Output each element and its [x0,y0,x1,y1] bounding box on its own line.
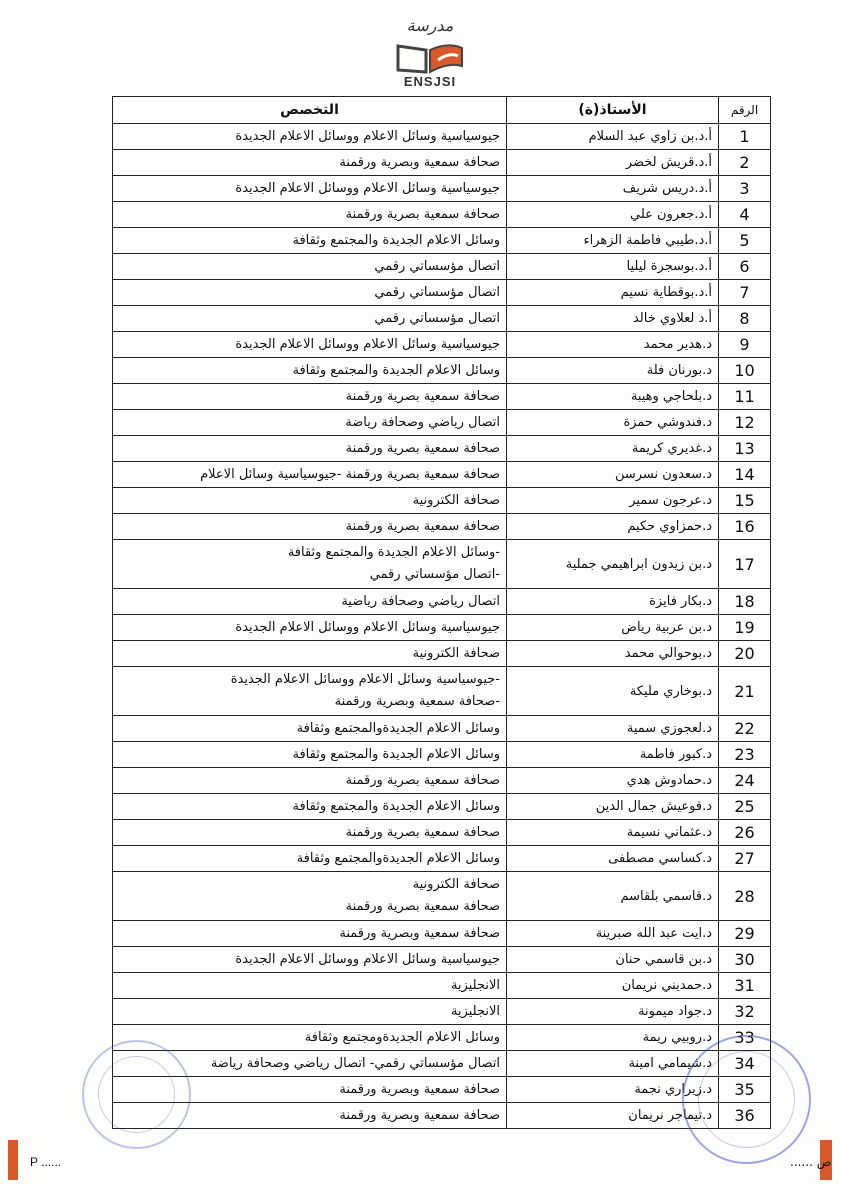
specialty-text: اتصال مؤسساتي رقمي [374,258,500,274]
teacher-name: د.كبور فاطمة [507,742,719,768]
teacher-name: د.عثماني نسيمة [507,820,719,846]
specialty-text: صحافة سمعية وبصرية ورقمنة [339,1081,500,1097]
specialty-text: اتصال مؤسساتي رقمي- اتصال رياضي وصحافة رياضة [210,1055,500,1071]
footer-page-left: P ...... [30,1155,62,1169]
table-row [113,202,771,228]
teacher-name: أ.د.قريش لخضر [507,150,719,176]
row-number: 7 [719,280,771,306]
official-stamp-right [682,1035,811,1164]
teacher-name: د.بن زيدون ابراهيمي جملية [507,540,719,589]
specialty-text: صحافة سمعية وبصرية ورقمنة [339,154,500,170]
specialty-text: وسائل الاعلام الجديدة والمجتمع وثقافة [292,746,500,762]
logo-code: ENSJSI [403,74,457,89]
specialty-text: الانجليزية [450,1003,500,1019]
specialty-cell [113,358,507,384]
row-number: 28 [719,872,771,921]
table-row [113,410,771,436]
specialty-text: صحافة سمعية وبصرية ورقمنة [339,1107,500,1123]
row-number: 36 [719,1103,771,1129]
teacher-name: د.بوخاري مليكة [507,667,719,716]
specialty-cell [113,1025,507,1051]
row-number: 14 [719,462,771,488]
specialty-cell [113,436,507,462]
specialty-text: وسائل الاعلام الجديدة والمجتمع وثقافة [292,232,500,248]
table-row [113,228,771,254]
teacher-name: د.بن عربية رياض [507,615,719,641]
specialty-text: اتصال رياضي وصحافة رياضة [345,414,500,430]
row-number: 31 [719,973,771,999]
teacher-name: د.بورنان فلة [507,358,719,384]
logo-script: مدرسة [406,16,454,35]
specialty-text: وسائل الاعلام الجديدة والمجتمع وثقافة [292,798,500,814]
teacher-name: د.جواد ميمونة [507,999,719,1025]
row-number: 26 [719,820,771,846]
teacher-name: أ.د.بوقطاية نسيم [507,280,719,306]
row-number: 30 [719,947,771,973]
specialty-cell [113,667,507,716]
row-number: 32 [719,999,771,1025]
specialty-cell [113,921,507,947]
row-number: 16 [719,514,771,540]
specialty-text: صحافة سمعية بصرية ورقمنة [345,518,500,534]
row-number: 8 [719,306,771,332]
table-row [113,589,771,615]
specialty-cell [113,846,507,872]
specialty-text: اتصال مؤسساتي رقمي [374,284,500,300]
staff-table [112,96,771,1129]
specialty-cell [113,514,507,540]
table-row [113,150,771,176]
teacher-name: د.قاسمي بلقاسم [507,872,719,921]
table-row [113,947,771,973]
row-number: 24 [719,768,771,794]
table-row [113,716,771,742]
table-row [113,641,771,667]
table-row [113,615,771,641]
header-specialty: التخصص [113,97,507,124]
specialty-text: صحافة الكترونية [412,877,500,892]
table-row [113,667,771,716]
row-number: 29 [719,921,771,947]
specialty-cell [113,615,507,641]
teacher-name: د.كساسي مصطفى [507,846,719,872]
row-number: 10 [719,358,771,384]
table-row [113,436,771,462]
specialty-text: -جيوسياسية وسائل الاعلام ووسائل الاعلام الجديدة [230,672,500,687]
table-row [113,358,771,384]
footer-page-right: ص ...... [790,1155,832,1169]
table-row [113,306,771,332]
table-row [113,872,771,921]
row-number: 6 [719,254,771,280]
row-number: 33 [719,1025,771,1051]
row-number: 19 [719,615,771,641]
row-number: 27 [719,846,771,872]
table-row [113,1103,771,1129]
page-edge-mark-left [8,1140,18,1180]
specialty-text: وسائل الاعلام الجديدةوالمجتمع وثقافة [296,720,500,736]
specialty-cell [113,820,507,846]
specialty-cell [113,462,507,488]
table-row [113,462,771,488]
table-row [113,768,771,794]
table-row [113,973,771,999]
teacher-name: أ.د.دريس شريف [507,176,719,202]
row-number: 3 [719,176,771,202]
specialty-cell [113,947,507,973]
row-number: 17 [719,540,771,589]
table-row [113,332,771,358]
row-number: 4 [719,202,771,228]
specialty-text: صحافة الكترونية [412,492,500,508]
teacher-name: أ.د لعلاوي خالد [507,306,719,332]
specialty-cell [113,488,507,514]
specialty-cell [113,540,507,589]
specialty-cell [113,124,507,150]
teacher-name: د.حمادوش هدي [507,768,719,794]
specialty-text: جيوسياسية وسائل الاعلام ووسائل الاعلام الجديدة [235,180,500,196]
row-number: 9 [719,332,771,358]
specialty-cell [113,794,507,820]
table-row [113,1077,771,1103]
specialty-cell [113,742,507,768]
row-number: 22 [719,716,771,742]
specialty-cell [113,768,507,794]
row-number: 21 [719,667,771,716]
table-row [113,794,771,820]
specialty-cell [113,332,507,358]
row-number: 11 [719,384,771,410]
row-number: 25 [719,794,771,820]
specialty-cell [113,228,507,254]
teacher-name: د.غديري كريمة [507,436,719,462]
teacher-name: د.بلحاجي وهيبة [507,384,719,410]
row-number: 13 [719,436,771,462]
specialty-text: وسائل الاعلام الجديدة والمجتمع وثقافة [292,362,500,378]
table-row [113,846,771,872]
table-row [113,254,771,280]
table-row [113,280,771,306]
teacher-name: د.زيراري نجمة [507,1077,719,1103]
specialty-cell [113,973,507,999]
specialty-text: صحافة الكترونية [412,645,500,661]
table-row [113,999,771,1025]
header-teacher: الأستاذ(ة) [507,97,719,124]
specialty-text: -اتصال مؤسساتي رقمي [369,567,500,582]
open-book-icon [390,36,470,76]
specialty-text: جيوسياسية وسائل الاعلام ووسائل الاعلام الجديدة [235,336,500,352]
table-header-row [113,97,771,124]
specialty-text: صحافة سمعية بصرية ورقمنة -جيوسياسية وسائل الاعلام [200,466,500,482]
specialty-cell [113,254,507,280]
row-number: 23 [719,742,771,768]
teacher-name: د.حمديني نريمان [507,973,719,999]
teacher-name: د.هدير محمد [507,332,719,358]
table-row [113,514,771,540]
specialty-text: اتصال رياضي وصحافة رياضية [341,593,500,609]
teacher-name: د.حمزاوي حكيم [507,514,719,540]
specialty-text: صحافة سمعية بصرية ورقمنة [345,440,500,456]
table-row [113,176,771,202]
specialty-text: صحافة سمعية بصرية ورقمنة [345,824,500,840]
specialty-cell [113,872,507,921]
specialty-cell [113,176,507,202]
teacher-name: د.سعدون نسرسن [507,462,719,488]
specialty-cell [113,999,507,1025]
specialty-text: صحافة سمعية بصرية ورقمنة [345,899,500,914]
row-number: 15 [719,488,771,514]
specialty-cell [113,202,507,228]
specialty-text: الانجليزية [450,977,500,993]
table-row [113,124,771,150]
teacher-name: أ.د.طيبي فاطمة الزهراء [507,228,719,254]
header-number: الرقم [719,97,771,124]
specialty-text: -صحافة سمعية وبصرية ورقمنة [334,694,500,709]
official-stamp-left [82,1040,191,1149]
table-row [113,540,771,589]
table-row [113,921,771,947]
specialty-cell [113,150,507,176]
table-row [113,820,771,846]
specialty-cell [113,384,507,410]
teacher-name: د.شيمامي امينة [507,1051,719,1077]
specialty-text: -وسائل الاعلام الجديدة والمجتمع وثقافة [287,545,500,560]
specialty-text: اتصال مؤسساتي رقمي [374,310,500,326]
teacher-name: د.عرجون سمير [507,488,719,514]
specialty-cell [113,410,507,436]
table-row [113,1051,771,1077]
table-row [113,742,771,768]
specialty-cell [113,280,507,306]
teacher-name: د.فندوشي حمزة [507,410,719,436]
teacher-name: د.ايت عبد الله صبرينة [507,921,719,947]
specialty-text: صحافة سمعية بصرية ورقمنة [345,206,500,222]
teacher-name: د.قوعيش جمال الدين [507,794,719,820]
table-row [113,384,771,410]
row-number: 5 [719,228,771,254]
row-number: 2 [719,150,771,176]
specialty-cell [113,306,507,332]
teacher-name: أ.د.بن زاوي عبد السلام [507,124,719,150]
specialty-cell [113,589,507,615]
table-row [113,488,771,514]
specialty-text: جيوسياسية وسائل الاعلام ووسائل الاعلام الجديدة [235,951,500,967]
specialty-cell [113,641,507,667]
specialty-cell [113,716,507,742]
teacher-name: د.روبيي ريمة [507,1025,719,1051]
teacher-name: د.لعجوزي سمية [507,716,719,742]
teacher-name: د.بكار فايزة [507,589,719,615]
row-number: 35 [719,1077,771,1103]
teacher-name: د.بوحوالي محمد [507,641,719,667]
specialty-text: صحافة سمعية بصرية ورقمنة [345,772,500,788]
row-number: 34 [719,1051,771,1077]
row-number: 1 [719,124,771,150]
specialty-text: جيوسياسية وسائل الاعلام ووسائل الاعلام الجديدة [235,619,500,635]
specialty-text: وسائل الاعلام الجديدةوالمجتمع وثقافة [296,850,500,866]
specialty-text: صحافة سمعية بصرية ورقمنة [345,388,500,404]
row-number: 20 [719,641,771,667]
row-number: 18 [719,589,771,615]
teacher-name: أ.د.بوسجرة ليليا [507,254,719,280]
specialty-text: صحافة سمعية وبصرية ورقمنة [339,925,500,941]
teacher-name: د.بن قاسمي حنان [507,947,719,973]
specialty-text: جيوسياسية وسائل الاعلام ووسائل الاعلام الجديدة [235,128,500,144]
teacher-name: د.تيماجر نريمان [507,1103,719,1129]
row-number: 12 [719,410,771,436]
specialty-text: وسائل الاعلام الجديدةومجتمع وثقافة [304,1029,500,1045]
table-row [113,1025,771,1051]
school-logo [375,16,485,98]
teacher-name: أ.د.جعرون علي [507,202,719,228]
